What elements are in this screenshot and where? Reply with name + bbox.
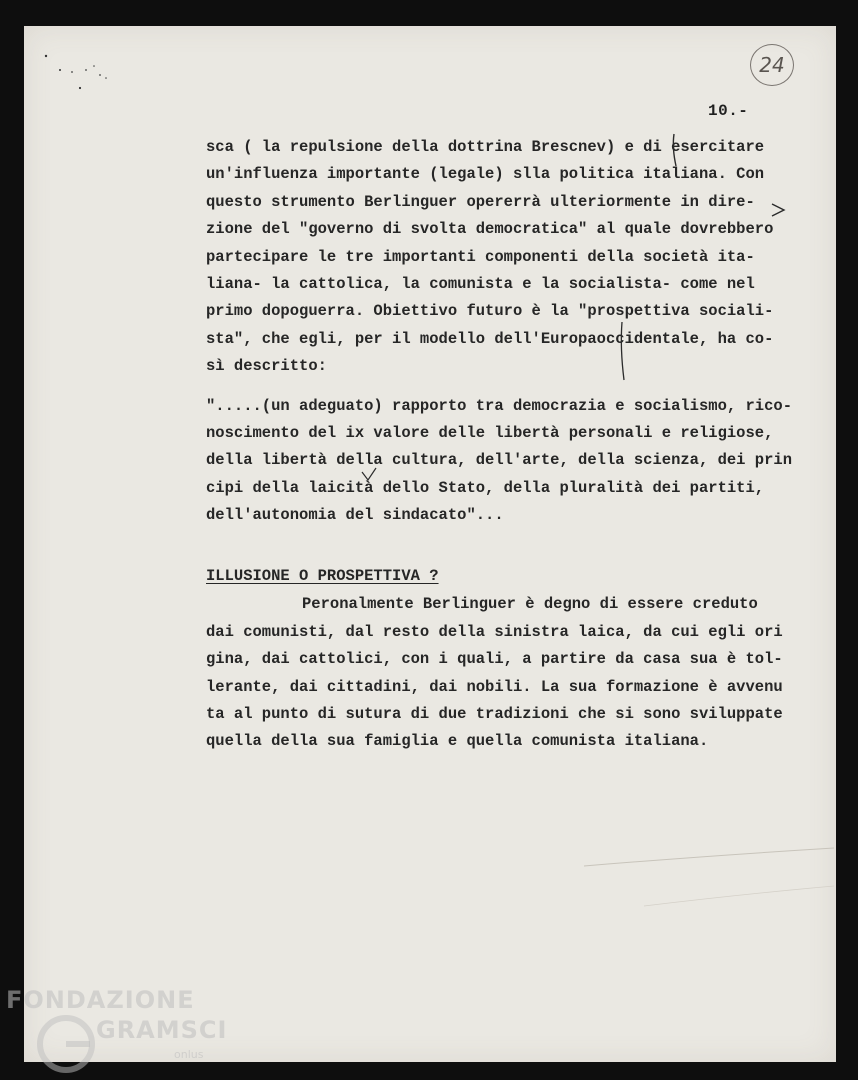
- watermark-line-2: GRAMSCI: [96, 1016, 228, 1044]
- paragraph-2-line: lerante, dai cittadini, dai nobili. La sua formazione è avvenu: [206, 677, 783, 696]
- paragraph-1-line: questo strumento Berlinguer opererrà ulteriormente in dire-: [206, 192, 755, 211]
- paragraph-1-line: primo dopoguerra. Obiettivo futuro è la "prospettiva sociali-: [206, 302, 774, 321]
- foundation-watermark: [0, 984, 228, 1080]
- gramsci-g-logo-icon: [34, 1012, 98, 1076]
- page-number: 10.-: [708, 102, 749, 120]
- watermark-line-3: onlus: [174, 1048, 204, 1061]
- paragraph-2-line: quella della sua famiglia e quella comunista italiana.: [206, 732, 709, 751]
- paragraph-1-line: partecipare le tre importanti componenti della società ita-: [206, 247, 755, 266]
- paper-speckles: [42, 48, 122, 98]
- paragraph-2-line: dai comunisti, dal resto della sinistra laica, da cui egli ori: [206, 622, 783, 641]
- quotation-line: dell'autonomia del sindacato"...: [206, 506, 504, 525]
- quotation-line: noscimento del ix valore delle libertà personali e religiose,: [206, 423, 774, 442]
- archive-stamp-number: 24: [750, 44, 794, 86]
- paragraph-1-line: sì descritto:: [206, 357, 327, 376]
- paragraph-2-line: ta al punto di sutura di due tradizioni che si sono sviluppate: [206, 705, 783, 724]
- document-page: [24, 26, 836, 1062]
- paragraph-2-line: gina, dai cattolici, con i quali, a partire da casa sua è tol-: [206, 650, 783, 669]
- quotation-line: della libertà della cultura, dell'arte, della scienza, dei prin: [206, 451, 792, 470]
- quotation-line: cipi della laicità dello Stato, della pluralità dei partiti,: [206, 478, 765, 497]
- paragraph-1-line: liana- la cattolica, la comunista e la socialista- come nel: [206, 274, 755, 293]
- typewritten-text: [206, 134, 816, 756]
- paragraph-1-line: sca ( la repulsione della dottrina Brescnev) e di esercitare: [206, 138, 765, 156]
- paragraph-1-line: un'influenza importante (legale) slla politica italiana. Con: [206, 165, 765, 184]
- paragraph-1-line: sta", che egli, per il modello dell'Europaoccidentale, ha co-: [206, 329, 774, 348]
- quotation-line: ".....(un adeguato) rapporto tra democrazia e socialismo, rico-: [206, 396, 792, 415]
- section-heading: ILLUSIONE O PROSPETTIVA ?: [206, 567, 439, 586]
- paragraph-1-line: zione del "governo di svolta democratica" al quale dovrebbero: [206, 220, 774, 239]
- watermark-line-1: FONDAZIONE: [6, 986, 195, 1014]
- paragraph-2-line: Peronalmente Berlinguer è degno di essere creduto: [302, 595, 758, 614]
